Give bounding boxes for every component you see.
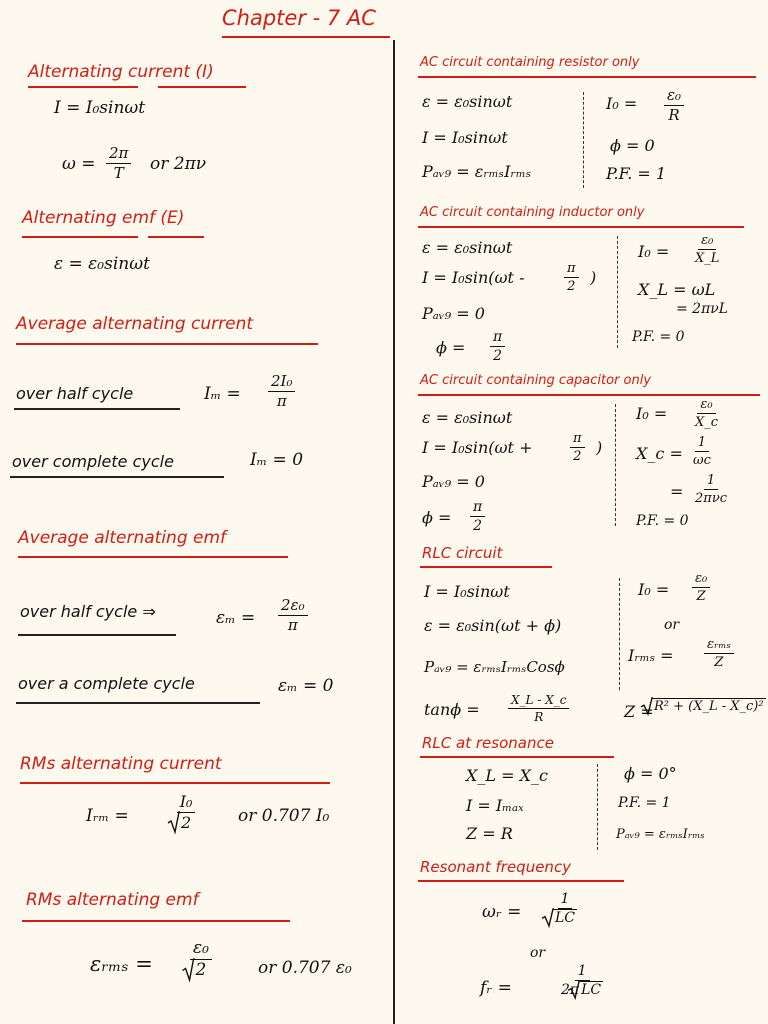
i0-lhs: I₀ = bbox=[638, 242, 670, 261]
i0-lhs: I₀ = bbox=[636, 404, 668, 423]
equation: ε = ε₀sinωt bbox=[422, 408, 513, 427]
half-cycle-lhs: εₘ = bbox=[216, 608, 256, 628]
equation: Pₐᵥ₉ = 0 bbox=[422, 304, 485, 323]
phi-fraction bbox=[470, 500, 485, 533]
power-factor: P.F. = 0 bbox=[636, 513, 689, 529]
label-underline bbox=[18, 634, 176, 636]
irms-fraction bbox=[704, 638, 734, 669]
fraction-denominator: Z bbox=[696, 589, 706, 604]
fraction-numerator: ε₀ bbox=[190, 940, 212, 960]
complete-cycle-label: over a complete cycle bbox=[18, 674, 195, 693]
dashed-divider bbox=[583, 92, 584, 188]
section-heading: AC circuit containing capacitor only bbox=[420, 373, 652, 388]
fraction-numerator: X_L - X_c bbox=[508, 694, 569, 709]
power-factor: P.F. = 0 bbox=[632, 329, 685, 345]
half-cycle-fraction bbox=[278, 598, 308, 633]
fraction-numerator: εᵣₘₛ bbox=[704, 638, 734, 654]
equation: I = I₀sin(ωt - bbox=[422, 268, 525, 287]
tan-fraction bbox=[508, 694, 569, 723]
section-heading: RMs alternating current bbox=[20, 754, 222, 774]
rms-emf-lhs: εᵣₘₛ = bbox=[90, 952, 153, 976]
reactance-lhs: = bbox=[670, 482, 684, 501]
heading-underline bbox=[420, 566, 552, 568]
phase-fraction bbox=[570, 432, 585, 463]
tan-lhs: tanϕ = bbox=[424, 700, 480, 719]
heading-underline bbox=[148, 236, 204, 238]
fraction-denominator: R bbox=[534, 710, 544, 724]
page-title: Chapter - 7 AC bbox=[222, 6, 376, 30]
omega-fraction bbox=[106, 146, 131, 181]
impedance-lhs: Z = bbox=[624, 702, 654, 721]
angular-frequency-fraction bbox=[550, 892, 580, 925]
section-heading: Alternating current (I) bbox=[28, 62, 214, 82]
half-cycle-fraction bbox=[268, 374, 295, 409]
fraction-numerator: π bbox=[470, 500, 485, 517]
equation: I = I₀sinωt bbox=[424, 582, 510, 601]
reactance-equation: X_L = ωL bbox=[638, 280, 716, 299]
fraction-denominator: 2 bbox=[473, 518, 483, 534]
fraction-denominator: π bbox=[276, 392, 287, 410]
heading-underline bbox=[420, 756, 614, 758]
section-heading: Average alternating emf bbox=[18, 528, 227, 548]
fraction-numerator: ε₀ bbox=[698, 234, 716, 250]
phase-fraction bbox=[564, 262, 579, 293]
closing-paren: ) bbox=[596, 438, 603, 457]
average-power: Pₐᵥ₉ = εᵣₘₛIᵣₘₛ bbox=[616, 827, 705, 842]
i0-fraction bbox=[692, 398, 721, 429]
fraction-denominator: 2 bbox=[573, 449, 582, 464]
heading-underline bbox=[20, 782, 330, 784]
fraction-denominator: X_L bbox=[695, 251, 720, 266]
heading-underline bbox=[28, 86, 138, 88]
fraction-numerator: 1 bbox=[558, 892, 573, 909]
angular-frequency-lhs: ωᵣ = bbox=[482, 902, 522, 922]
fraction-denominator: X_c bbox=[695, 415, 719, 430]
label-underline bbox=[16, 702, 260, 704]
fraction-numerator: π bbox=[490, 330, 505, 347]
irms-lhs: Iᵣₘₛ = bbox=[628, 646, 674, 665]
heading-underline bbox=[22, 236, 138, 238]
fraction-numerator: 2π bbox=[106, 146, 131, 164]
section-heading: RMs alternating emf bbox=[26, 890, 199, 910]
or-text: or bbox=[530, 945, 546, 961]
title-underline bbox=[222, 36, 390, 38]
fraction-denominator: 2π LC bbox=[561, 982, 602, 998]
fraction-numerator: π bbox=[564, 262, 579, 278]
half-cycle-label: over half cycle bbox=[16, 384, 134, 403]
fraction-numerator: 1 bbox=[704, 474, 718, 490]
phi-lhs: ϕ = bbox=[436, 338, 466, 357]
dashed-divider bbox=[619, 578, 620, 690]
current-equation: I = I₀sinωt bbox=[54, 98, 146, 118]
rms-current-lhs: Iᵣₘ = bbox=[86, 806, 129, 826]
equation: X_L = X_c bbox=[466, 766, 548, 785]
equation: I = I₀sin(ωt + bbox=[422, 438, 533, 457]
power-factor: P.F. = 1 bbox=[618, 795, 671, 811]
equation: Pₐᵥ₉ = εᵣₘₛIᵣₘₛ bbox=[422, 162, 532, 181]
fraction-numerator: π bbox=[570, 432, 585, 448]
omega-alternate: or 2πν bbox=[150, 154, 207, 174]
fraction-numerator: 1 bbox=[575, 964, 590, 981]
fraction-denominator: 2 bbox=[195, 960, 207, 980]
reactance-equation: = 2πνL bbox=[676, 301, 729, 317]
dashed-divider bbox=[617, 236, 618, 348]
equation: ε = ε₀sinωt bbox=[422, 238, 513, 257]
label-underline bbox=[14, 408, 180, 410]
section-heading: Average alternating current bbox=[16, 314, 254, 334]
reactance-lhs: X_c = bbox=[636, 444, 683, 463]
section-heading: Resonant frequency bbox=[420, 858, 572, 876]
i0-fraction bbox=[664, 88, 684, 123]
fraction-denominator: R bbox=[668, 106, 680, 124]
rms-emf-alternate: or 0.707 ε₀ bbox=[258, 958, 352, 978]
fraction-denominator: T bbox=[113, 164, 124, 182]
heading-underline bbox=[22, 920, 290, 922]
emf-equation: ε = ε₀sinωt bbox=[54, 254, 150, 274]
section-heading: AC circuit containing resistor only bbox=[420, 55, 640, 70]
frequency-fraction bbox=[558, 964, 606, 997]
dashed-divider bbox=[597, 764, 598, 850]
impedance-radical: R² + (X_L - X_c)² bbox=[654, 699, 764, 714]
equation: ε = ε₀sinωt bbox=[422, 92, 513, 111]
phi-lhs: ϕ = bbox=[422, 508, 452, 527]
complete-cycle-label: over complete cycle bbox=[12, 452, 174, 471]
section-heading: Alternating emf (E) bbox=[22, 208, 185, 228]
section-heading: RLC circuit bbox=[422, 544, 503, 562]
fraction-denominator: 2πνc bbox=[695, 491, 727, 506]
fraction-denominator: LC bbox=[555, 910, 576, 926]
equation: Pₐᵥ₉ = 0 bbox=[422, 472, 485, 491]
column-divider bbox=[393, 40, 395, 1024]
section-heading: AC circuit containing inductor only bbox=[420, 205, 645, 220]
section-heading: RLC at resonance bbox=[422, 734, 554, 752]
closing-paren: ) bbox=[590, 268, 597, 287]
fraction-numerator: ε₀ bbox=[664, 88, 684, 106]
equation: I = Iₘₐₓ bbox=[466, 796, 524, 815]
phase-angle: ϕ = 0 bbox=[610, 136, 655, 155]
fraction-denominator: π bbox=[287, 616, 298, 634]
half-cycle-lhs: Iₘ = bbox=[204, 384, 241, 404]
rms-current-fraction bbox=[176, 794, 196, 831]
complete-cycle-equation: εₘ = 0 bbox=[278, 676, 334, 696]
label-underline bbox=[10, 476, 224, 478]
power-factor: P.F. = 1 bbox=[606, 164, 667, 183]
i0-fraction bbox=[692, 234, 722, 265]
reactance-fraction bbox=[692, 474, 730, 505]
equation: ε = ε₀sin(ωt + ϕ) bbox=[424, 616, 562, 635]
fraction-denominator: Z bbox=[714, 655, 724, 670]
heading-underline bbox=[158, 86, 246, 88]
phase-angle: ϕ = 0° bbox=[624, 764, 677, 783]
heading-underline bbox=[18, 556, 288, 558]
equation: Z = R bbox=[466, 824, 513, 843]
fraction-numerator: 2ε₀ bbox=[278, 598, 308, 616]
fraction-numerator: ε₀ bbox=[697, 398, 715, 414]
heading-underline bbox=[418, 226, 744, 228]
or-text: or bbox=[664, 617, 680, 633]
heading-underline bbox=[418, 880, 624, 882]
fraction-numerator: 1 bbox=[695, 436, 709, 452]
i0-lhs: I₀ = bbox=[606, 94, 638, 113]
dashed-divider bbox=[615, 404, 616, 526]
fraction-denominator: 2 bbox=[493, 348, 503, 364]
complete-cycle-equation: Iₘ = 0 bbox=[250, 450, 304, 470]
rms-emf-fraction bbox=[190, 940, 212, 979]
i0-fraction bbox=[692, 572, 710, 603]
heading-underline bbox=[16, 343, 318, 345]
fraction-denominator: ωc bbox=[693, 453, 711, 468]
fraction-numerator: I₀ bbox=[177, 794, 196, 813]
frequency-lhs: fᵣ = bbox=[480, 978, 512, 998]
rms-current-alternate: or 0.707 I₀ bbox=[238, 806, 330, 826]
fraction-numerator: 2I₀ bbox=[268, 374, 295, 392]
phi-fraction bbox=[490, 330, 505, 363]
fraction-numerator: ε₀ bbox=[692, 572, 710, 588]
i0-lhs: I₀ = bbox=[638, 580, 670, 599]
fraction-denominator: 2 bbox=[567, 279, 576, 294]
heading-underline bbox=[418, 394, 760, 396]
half-cycle-label: over half cycle ⇒ bbox=[20, 602, 156, 621]
equation: I = I₀sinωt bbox=[422, 128, 508, 147]
heading-underline bbox=[418, 76, 756, 78]
equation: Pₐᵥ₉ = εᵣₘₛIᵣₘₛCosϕ bbox=[424, 658, 565, 676]
reactance-fraction bbox=[690, 436, 714, 467]
omega-lhs: ω = bbox=[62, 154, 96, 174]
fraction-denominator: 2 bbox=[181, 813, 192, 832]
